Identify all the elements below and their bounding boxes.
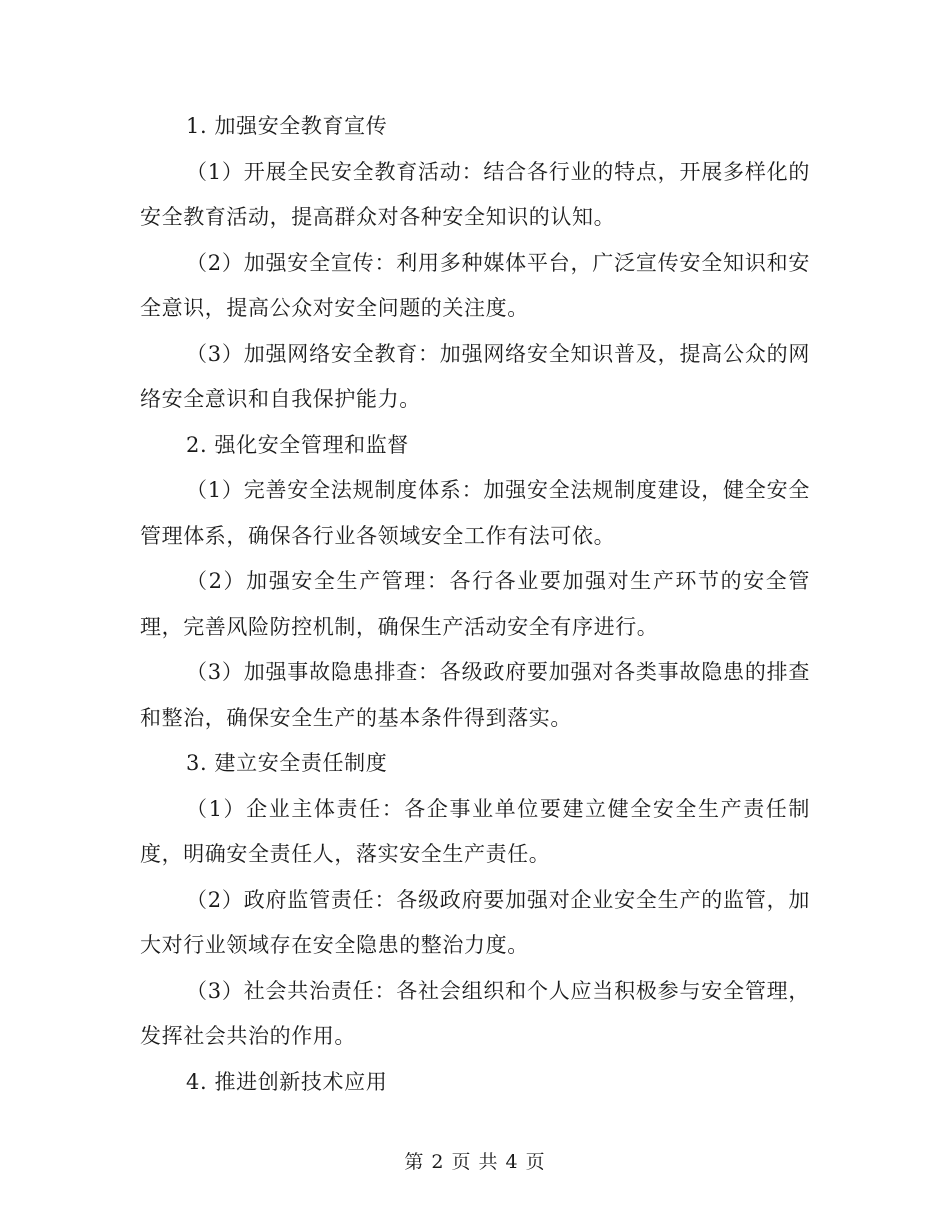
paragraph: （3）加强事故隐患排查：各级政府要加强对各类事故隐患的排查和整治，确保安全生产的基本条件得到落实。 xyxy=(140,660,810,730)
section-heading: 1. 加强安全教育宣传 xyxy=(186,114,388,138)
paragraph: （2）加强安全生产管理：各行各业要加强对生产环节的安全管理，完善风险防控机制，确保生产活动安全有序进行。 xyxy=(140,569,810,639)
section-heading: 3. 建立安全责任制度 xyxy=(186,751,388,775)
paragraph: （2）加强安全宣传：利用多种媒体平台，广泛宣传安全知识和安全意识，提高公众对安全问题的关注度。 xyxy=(140,250,810,320)
section-heading: 2. 强化安全管理和监督 xyxy=(186,432,409,457)
section-heading: 4. 推进创新技术应用 xyxy=(186,1069,388,1094)
paragraph: （1）完善安全法规制度体系：加强安全法规制度建设，健全安全管理体系，确保各行业各领域安全工作有法可依。 xyxy=(140,478,810,548)
paragraph: （3）社会共治责任：各社会组织和个人应当积极参与安全管理，发挥社会共治的作用。 xyxy=(140,978,810,1048)
paragraph: （1）企业主体责任：各企事业单位要建立健全安全生产责任制度，明确安全责任人，落实安全生产责任。 xyxy=(140,796,810,866)
document-body xyxy=(140,104,810,1105)
page-number-footer: 第 2 页 共 4 页 xyxy=(404,1151,546,1173)
paragraph: （1）开展全民安全教育活动：结合各行业的特点，开展多样化的安全教育活动，提高群众对各种安全知识的认知。 xyxy=(140,159,810,229)
paragraph: （3）加强网络安全教育：加强网络安全知识普及，提高公众的网络安全意识和自我保护能力。 xyxy=(140,341,810,411)
paragraph: （2）政府监管责任：各级政府要加强对企业安全生产的监管，加大对行业领域存在安全隐患的整治力度。 xyxy=(140,887,810,957)
